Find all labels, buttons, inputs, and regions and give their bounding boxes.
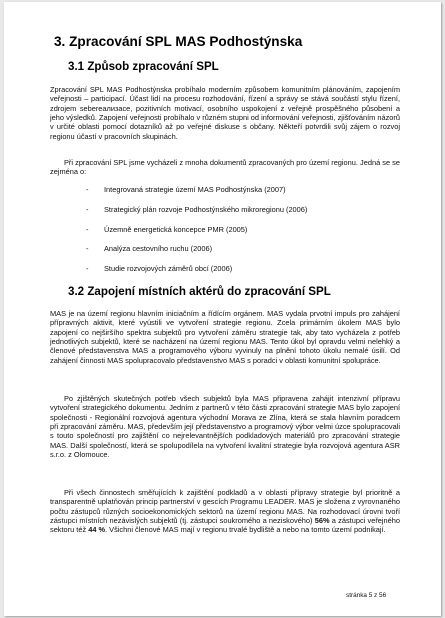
paragraph-text: Při všech činnostech směřujících k zajištění podkladů a v oblasti přípravy strategie byl prioritně a transparentně uplatňován princip partnerství v gescích Programu LEADER. MAS je složena z vyrovnaného počtu zástupců různých socioekonomických sektorů na území regionu MAS. Na rozhodovací úrovni tvoří zástupci místních nezávislých subjektů (tj. zástupci soukromého a neziskového) bbox=[50, 488, 400, 526]
list-item-label: Analýza cestovního ruchu (2006) bbox=[104, 244, 213, 254]
section-3-2-paragraph-3 bbox=[50, 488, 400, 535]
dash-bullet-icon: - bbox=[86, 224, 89, 234]
section-3-1-paragraph-1: Zpracování SPL MAS Podhostýnska probíhalo moderním způsobem komunitním plánováním, zapojením veřejnosti – participací. Účast lidí na procesu rozhodování, řízení a správy se stává součástí stylu řízení, zdrojem sebereализace, pozitivních motivací, osobního uspokojení z veřejně prospěšného působení a jeho výsledků. Zapojení veřejnosti probíhalo v různém stupni od informování veřejnosti, zjišťováním názorů v určité oblasti pomocí dotazníků až po veřejné diskuse s občany. Někteří potvrdili svůj zájem o rozvoj regionu účastí v pracovních skupinách. bbox=[50, 85, 400, 141]
dash-bullet-icon: - bbox=[86, 185, 89, 194]
list-item bbox=[86, 264, 386, 284]
list-item-label: Strategický plán rozvoje Podhostýnského mikroregionu (2006) bbox=[104, 204, 308, 214]
dash-bullet-icon: - bbox=[86, 244, 89, 254]
section-3-2-paragraph-2: Po zjištěných skutečných potřeb všech subjektů byla MAS připravena zahájit intenzivní přípravu vytvoření strategického dokumentu. Jedním z partnerů v této části zpracování strategie MAS bylo zapojení společnosti - Regionální rozvojová agentura východní Morava ze Zlína, která se stala hlavním poradcem při zpracování záměru. MAS, především její představenstvo a programový výbor velmi úzce spolupracovali s touto společností pro zajištění co nejrelevantnějších podkladových materiálů pro zpracování strategie MAS. Další společností, která se spolupodílela na vytvoření kvalitní strategie byla rozvojová agentura ASR s.r.o. z Olomouce. bbox=[50, 394, 400, 460]
source-documents-list bbox=[86, 185, 386, 284]
list-item-label: Územně energetická koncepce PMR (2005) bbox=[104, 224, 248, 234]
list-item-label: Integrovaná strategie území MAS Podhostýnska (2007) bbox=[104, 185, 286, 194]
list-item bbox=[86, 225, 386, 245]
section-title-3-2: 3.2 Zapojení místních aktérů do zpracování SPL bbox=[68, 285, 331, 298]
dash-bullet-icon: - bbox=[86, 204, 89, 214]
document-page bbox=[4, 2, 441, 616]
page-number: stránka 5 z 56 bbox=[346, 592, 387, 599]
dash-bullet-icon: - bbox=[86, 264, 89, 274]
section-title-3-1: 3.1 Způsob zpracování SPL bbox=[68, 60, 219, 73]
list-item bbox=[86, 185, 386, 205]
list-item bbox=[86, 205, 386, 225]
section-3-1-paragraph-2: Při zpracování SPL jsme vycházeli z mnoha dokumentů zpracovaných pro území regionu. Jedná se se zejména o: bbox=[50, 158, 400, 177]
paragraph-text: a zástupci veřejného sektoru též bbox=[50, 516, 401, 535]
list-item bbox=[86, 244, 386, 264]
list-item-label: Studie rozvojových záměrů obcí (2006) bbox=[104, 264, 233, 274]
paragraph-text: . Všichni členové MAS mají v regionu trvalé bydliště a nebo na tomto území podnikají. bbox=[105, 525, 386, 535]
public-sector-share: 44 % bbox=[88, 525, 106, 535]
private-sector-share: 56% bbox=[314, 516, 330, 526]
chapter-title: 3. Zpracování SPL MAS Podhostýnska bbox=[54, 34, 303, 49]
section-3-2-paragraph-1: MAS je na území regionu hlavním iniciačním a řídícím orgánem. MAS vydala prvotní impuls pro zahájení přípravných aktivit, které vyústili ve vytvoření strategie regionu. Zcela primárním úkolem MAS bylo zapojení co nejširšího spektra subjektů pro vytvoření záměru strategie tak, aby tato vycházela z potřeb jednotlivých subjektů, které se nacházení na území regionu MAS. Tento úkol byl opravdu velmi nelehký a členové představenstva MAS a programového výboru vyvinuly na plnění tohoto úkolu nemalé úsilí. Od zahájení činnosti MAS spolupracovalo představenstvo MAS s poradci v oblasti komunitní spolupráce. bbox=[50, 309, 400, 365]
